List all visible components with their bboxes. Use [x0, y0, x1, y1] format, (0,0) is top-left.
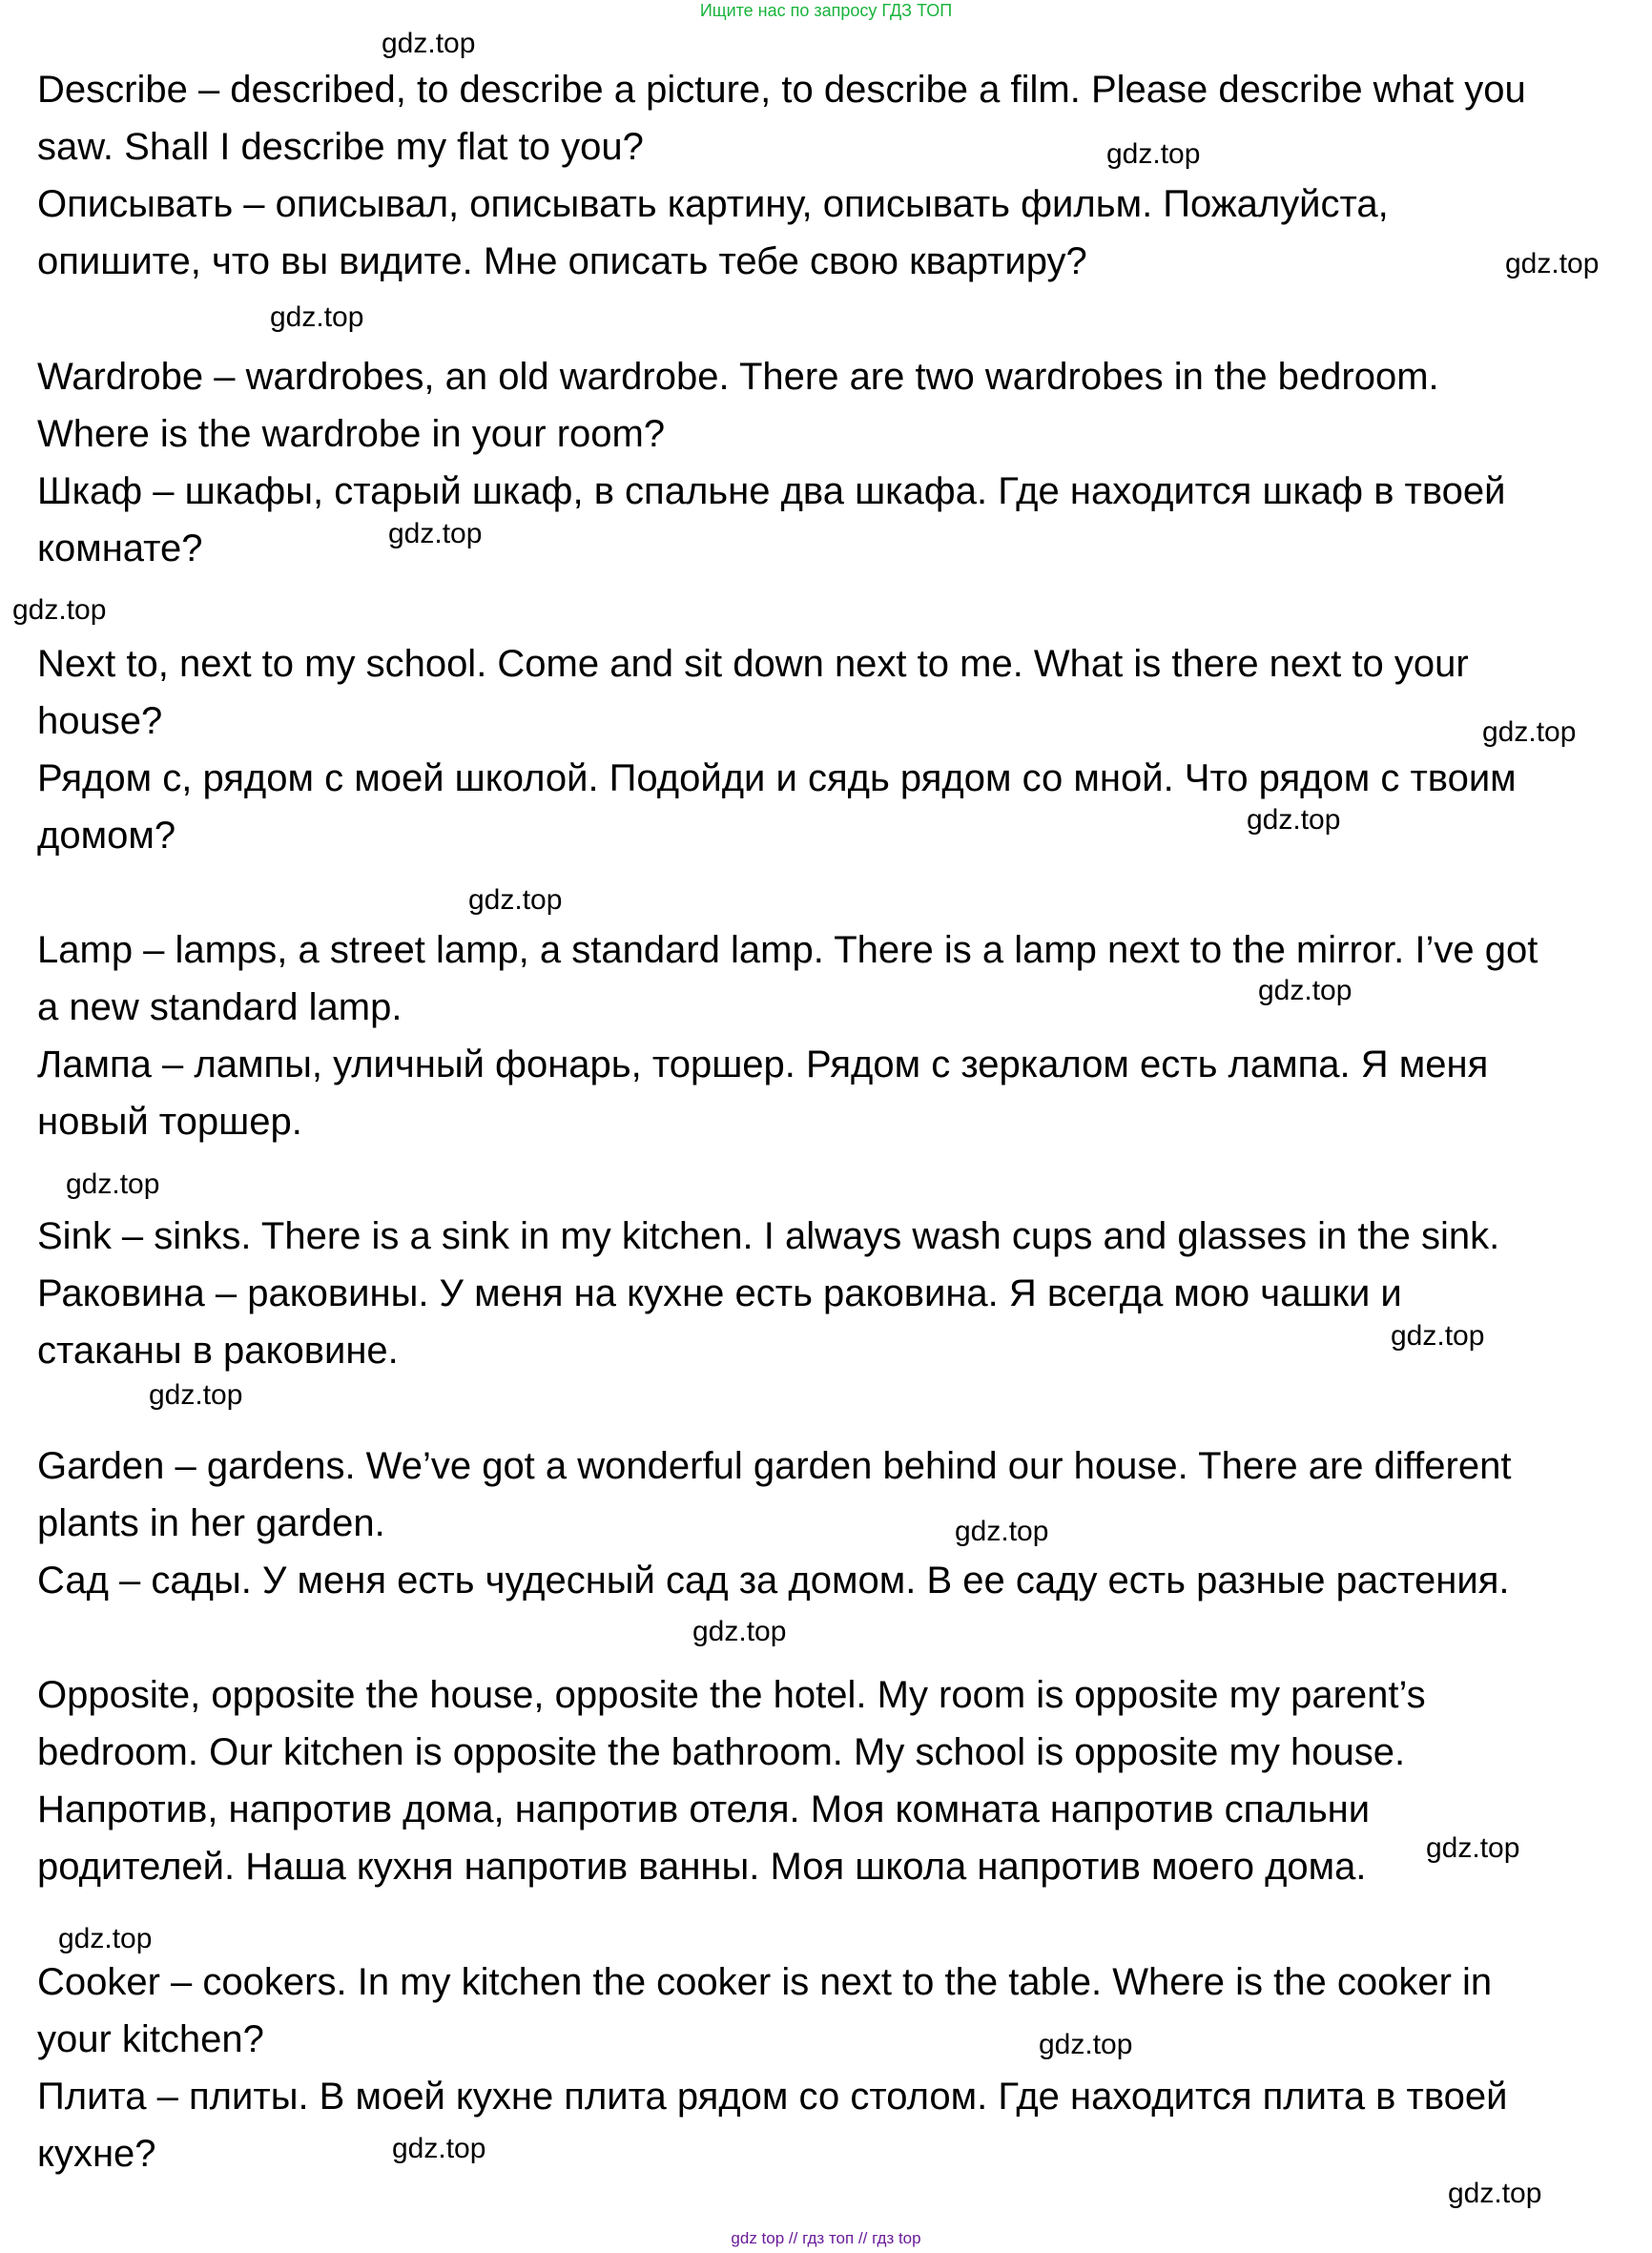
text-line: Next to, next to my school. Come and sit down next to me. What is there next to your — [37, 643, 1469, 685]
watermark: gdz.top — [149, 1379, 243, 1411]
watermark: gdz.top — [388, 518, 483, 549]
watermark: gdz.top — [1039, 2029, 1133, 2060]
top-banner: Ищите нас по запросу ГДЗ ТОП — [699, 1, 953, 20]
text-line: стаканы в раковине. — [37, 1330, 399, 1372]
watermark: gdz.top — [58, 1923, 153, 1954]
text-line: Cooker – cookers. In my kitchen the cooker is next to the table. Where is the cooker in — [37, 1961, 1493, 2003]
text-line: опишите, что вы видите. Мне описать тебе свою квартиру? — [37, 240, 1087, 282]
text-line: Garden – gardens. We’ve got a wonderful garden behind our house. There are different — [37, 1445, 1512, 1487]
text-line: Opposite, opposite the house, opposite the hotel. My room is opposite my parent’s — [37, 1674, 1426, 1716]
text-line: Рядом с, рядом с моей школой. Подойди и сядь рядом со мной. Что рядом с твоим — [37, 757, 1517, 799]
text-line: Лампа – лампы, уличный фонарь, торшер. Рядом с зеркалом есть лампа. Я меня — [37, 1044, 1489, 1085]
watermark: gdz.top — [1448, 2178, 1542, 2209]
text-line: домом? — [37, 815, 176, 857]
watermark: gdz.top — [12, 594, 107, 626]
text-line: Раковина – раковины. У меня на кухне есть раковина. Я всегда мою чашки и — [37, 1272, 1402, 1314]
footer-watermark: gdz top // гдз топ // гдз top — [731, 2229, 921, 2247]
text-line: bedroom. Our kitchen is opposite the bathroom. My school is opposite my house. — [37, 1731, 1406, 1773]
text-line: Where is the wardrobe in your room? — [37, 413, 666, 455]
text-line: родителей. Наша кухня напротив ванны. Моя школа напротив моего дома. — [37, 1846, 1367, 1888]
text-line: Сад – сады. У меня есть чудесный сад за домом. В ее саду есть разные растения. — [37, 1560, 1510, 1602]
text-line: Описывать – описывал, описывать картину, описывать фильм. Пожалуйста, — [37, 183, 1389, 225]
text-line: saw. Shall I describe my flat to you? — [37, 126, 644, 168]
text-line: Lamp – lamps, a street lamp, a standard lamp. There is a lamp next to the mirror. I’ve got — [37, 929, 1538, 971]
text-line: plants in her garden. — [37, 1502, 385, 1544]
watermark: gdz.top — [270, 301, 364, 333]
text-line: Шкаф – шкафы, старый шкаф, в спальне два шкафа. Где находится шкаф в твоей — [37, 470, 1506, 512]
text-line: a new standard lamp. — [37, 986, 403, 1028]
text-line: Sink – sinks. There is a sink in my kitchen. I always wash cups and glasses in the sink. — [37, 1215, 1500, 1257]
watermark: gdz.top — [1247, 804, 1341, 836]
watermark: gdz.top — [955, 1516, 1049, 1547]
watermark: gdz.top — [1426, 1832, 1520, 1864]
watermark: gdz.top — [1258, 975, 1353, 1006]
text-line: Describe – described, to describe a picture, to describe a film. Please describe what you — [37, 69, 1526, 111]
text-line: Плита – плиты. В моей кухне плита рядом со столом. Где находится плита в твоей — [37, 2076, 1508, 2118]
text-line: Напротив, напротив дома, напротив отеля. Моя комната напротив спальни — [37, 1788, 1371, 1830]
watermark: gdz.top — [1505, 248, 1600, 279]
watermark: gdz.top — [692, 1616, 787, 1647]
watermark: gdz.top — [1391, 1320, 1485, 1352]
text-line: Wardrobe – wardrobes, an old wardrobe. There are two wardrobes in the bedroom. — [37, 356, 1439, 398]
text-line: новый торшер. — [37, 1101, 302, 1143]
text-line: your kitchen? — [37, 2018, 264, 2060]
text-line: house? — [37, 700, 163, 742]
watermark: gdz.top — [1106, 138, 1201, 170]
text-line: кухне? — [37, 2133, 156, 2175]
watermark: gdz.top — [382, 28, 476, 59]
watermark: gdz.top — [1482, 716, 1577, 748]
watermark: gdz.top — [468, 884, 563, 916]
text-line: комнате? — [37, 527, 203, 569]
watermark: gdz.top — [66, 1168, 160, 1200]
watermark: gdz.top — [392, 2133, 486, 2164]
